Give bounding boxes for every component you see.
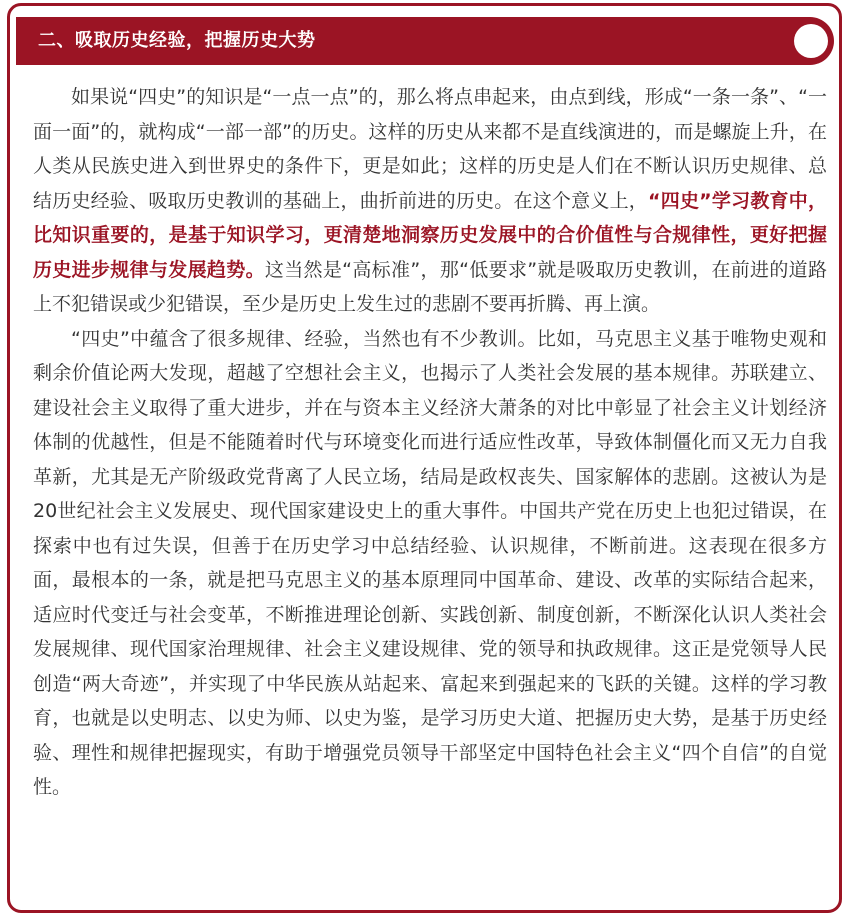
paragraph-1-emphasis: “四史”学习教育中，比知识重要的，是基于知识学习，更清楚地洞察历史发展中的合价值性与合规律性，更好把握历史进步规律与发展趋势。 bbox=[33, 189, 827, 281]
article-body bbox=[33, 80, 827, 805]
section-header bbox=[16, 17, 834, 65]
section-title: 二、吸取历史经验，把握历史大势 bbox=[38, 30, 316, 51]
circle-decoration-icon bbox=[794, 24, 828, 58]
paragraph-1-text-start: 如果说“四史”的知识是“一点一点”的，那么将点串起来，由点到线，形成“一条一条”、“一面一面”的，就构成“一部一部”的历史。这样的历史从来都不是直线演进的，而是螺旋上升，在人类从民族史进入到世界史的条件下，更是如此；这样的历史是人们在不断认识历史规律、总结历史经验、吸取历史教训的基础上，曲折前进的历史。在这个意义上， bbox=[33, 86, 827, 212]
paragraph-2: “四史”中蕴含了很多规律、经验，当然也有不少教训。比如，马克思主义基于唯物史观和剩余价值论两大发现，超越了空想社会主义，也揭示了人类社会发展的基本规律。苏联建立、建设社会主义取得了重大进步，并在与资本主义经济大萧条的对比中彰显了社会主义计划经济体制的优越性，但是不能随着时代与环境变化而进行适应性改革，导致体制僵化而又无力自我革新，尤其是无产阶级政党背离了人民立场，结局是政权丧失、国家解体的悲剧。这被认为是20世纪社会主义发展史、现代国家建设史上的重大事件。中国共产党在历史上也犯过错误，在探索中也有过失误，但善于在历史学习中总结经验、认识规律，不断前进。这表现在很多方面，最根本的一条，就是把马克思主义的基本原理同中国革命、建设、改革的实际结合起来，适应时代变迁与社会变革，不断推进理论创新、实践创新、制度创新，不断深化认识人类社会发展规律、现代国家治理规律、社会主义建设规律、党的领导和执政规律。这正是党领导人民创造“两大奇迹”，并实现了中华民族从站起来、富起来到强起来的飞跃的关键。这样的学习教育，也就是以史明志、以史为师、以史为鉴，是学习历史大道、把握历史大势，是基于历史经验、理性和规律把握现实，有助于增强党员领导干部坚定中国特色社会主义“四个自信”的自觉性。 bbox=[33, 327, 827, 798]
paragraph-1 bbox=[33, 80, 827, 322]
paragraph-1-text-end: 这当然是“高标准”，那“低要求”就是吸取历史教训，在前进的道路上不犯错误或少犯错误，至少是历史上发生过的悲剧不要再折腾、再上演。 bbox=[33, 258, 827, 315]
